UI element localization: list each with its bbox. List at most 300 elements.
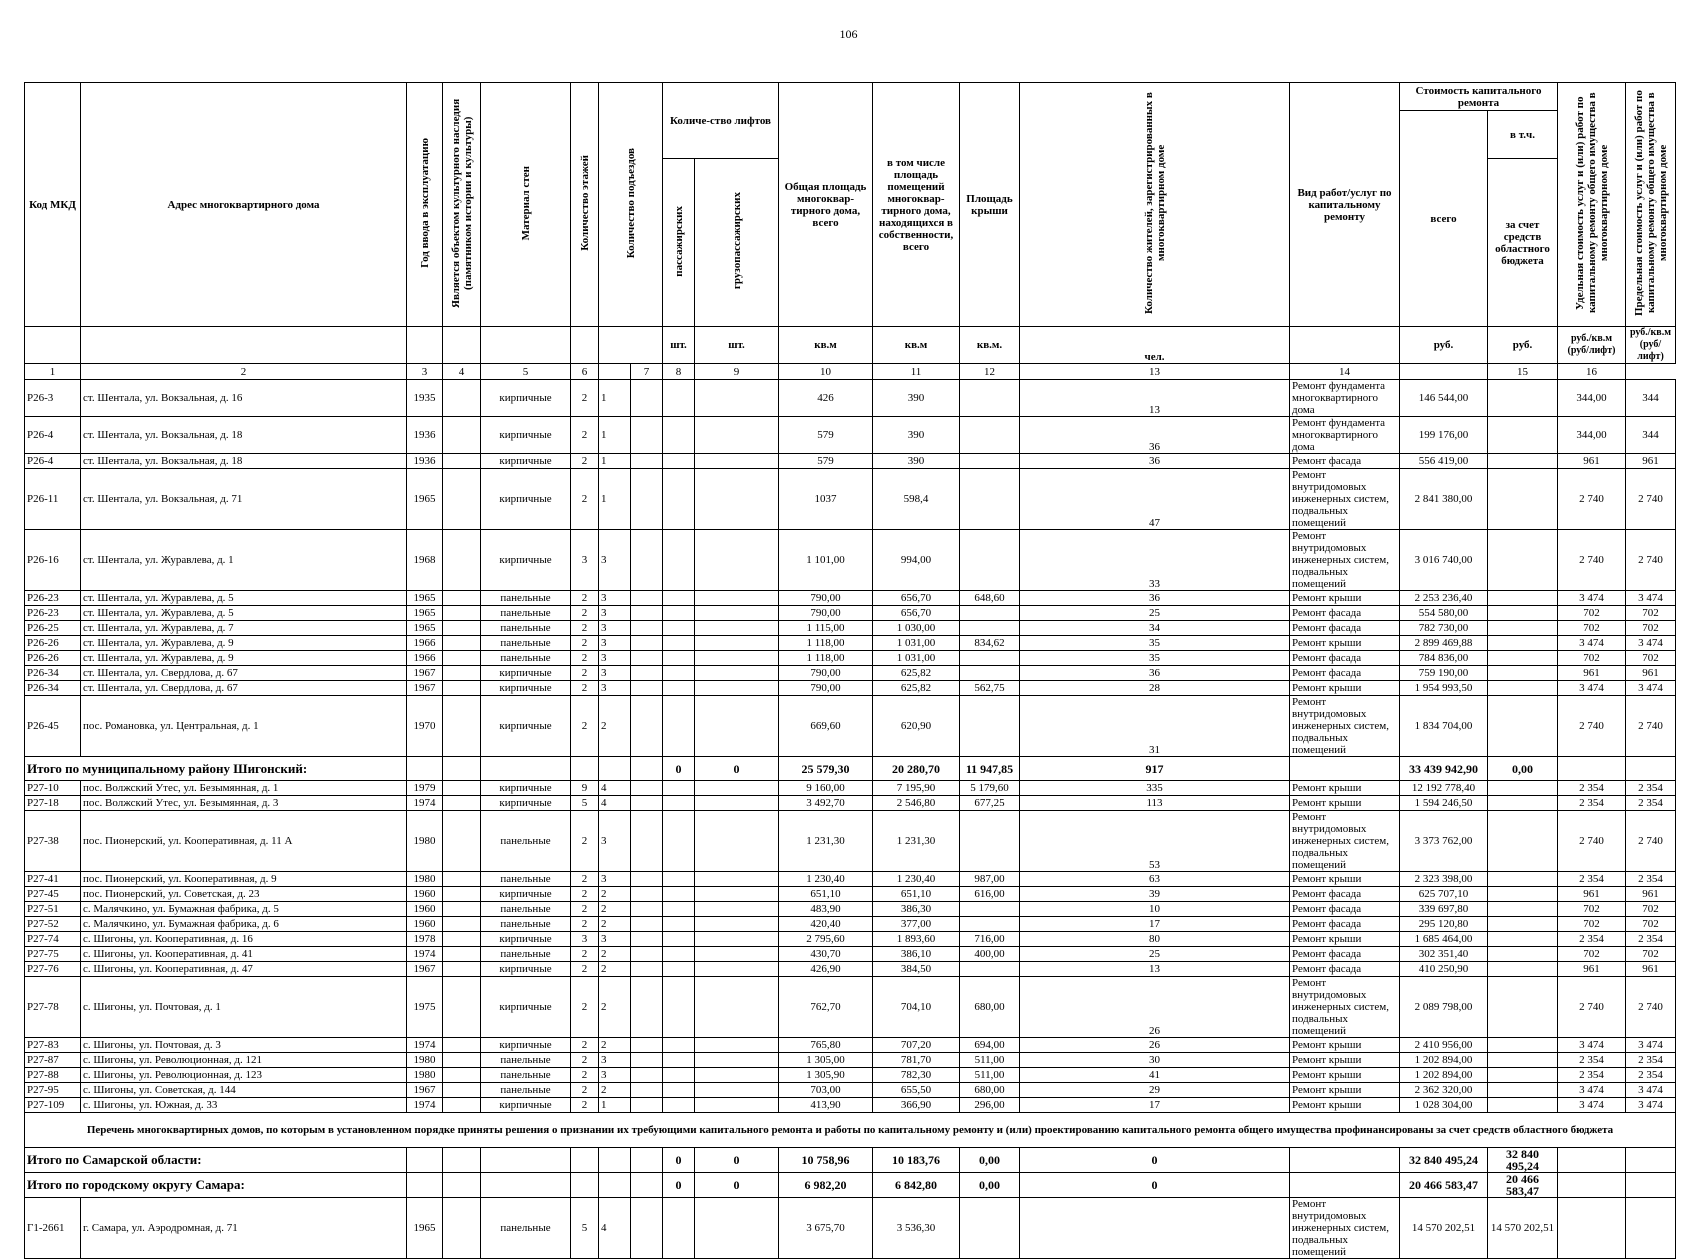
cell-roof-area: 648,60 <box>960 591 1020 606</box>
cell-work: Ремонт внутридомовых инженерных систем, подвальных помещений <box>1290 696 1400 757</box>
cell-entrances-blank <box>631 1053 663 1068</box>
cell-work: Ремонт фасада <box>1290 887 1400 902</box>
total-cost: 32 840 495,24 <box>1400 1148 1488 1173</box>
cell-year: 1980 <box>407 1068 443 1083</box>
cell-lifts-passenger <box>663 1098 695 1113</box>
cell-entrances: 2 <box>599 977 631 1038</box>
cell-year: 1966 <box>407 636 443 651</box>
cell-unit-cost: 2 354 <box>1558 1053 1626 1068</box>
cell-year: 1975 <box>407 977 443 1038</box>
cell-lifts-cargo <box>695 606 779 621</box>
total-lifts-cargo: 0 <box>695 1173 779 1198</box>
cell-total-area: 1 231,30 <box>779 811 873 872</box>
cell-material: кирпичные <box>481 469 571 530</box>
cell-lifts-cargo <box>695 696 779 757</box>
cell-entrances: 2 <box>599 696 631 757</box>
cell-entrances: 3 <box>599 606 631 621</box>
column-numbers-row <box>25 364 1676 380</box>
cell-owned-area: 390 <box>873 380 960 417</box>
cell-roof-area: 987,00 <box>960 872 1020 887</box>
cell-lifts-cargo <box>695 1098 779 1113</box>
total-unit <box>1558 1173 1626 1198</box>
cell-code: Р27-88 <box>25 1068 81 1083</box>
cell-heritage <box>443 380 481 417</box>
table-row <box>25 887 1676 902</box>
cell-roof-area: 680,00 <box>960 977 1020 1038</box>
cell-owned-area: 2 546,80 <box>873 796 960 811</box>
cell-entrances-blank <box>631 380 663 417</box>
cell-code: Г1-2661 <box>25 1198 81 1259</box>
header-code: Код МКД <box>25 83 81 327</box>
cell-residents: 80 <box>1020 932 1290 947</box>
cell-lifts-passenger <box>663 606 695 621</box>
cell-material: панельные <box>481 606 571 621</box>
cell-cost-total: 782 730,00 <box>1400 621 1488 636</box>
cell-total-area: 1 115,00 <box>779 621 873 636</box>
cell-cost-regional <box>1488 591 1558 606</box>
cell-total-area: 3 492,70 <box>779 796 873 811</box>
cell-heritage <box>443 1038 481 1053</box>
column-number: 8 <box>663 364 695 380</box>
column-number: 15 <box>1488 364 1558 380</box>
cell-cost-regional <box>1488 1068 1558 1083</box>
column-number: 13 <box>1020 364 1290 380</box>
header-lifts: Количе-ство лифтов <box>663 83 779 159</box>
column-number: 14 <box>1290 364 1400 380</box>
cell-code: Р27-38 <box>25 811 81 872</box>
cell-roof-area <box>960 811 1020 872</box>
total-regional: 32 840 495,24 <box>1488 1148 1558 1173</box>
header-total-area: Общая площадь многоквар-тирного дома, всего <box>779 83 873 327</box>
cell-roof-area: 511,00 <box>960 1053 1020 1068</box>
cell-heritage <box>443 917 481 932</box>
header-max-cost: Предельная стоимость услуг и (или) работ по капитальному ремонту общего имущества в многоквартирном доме <box>1632 90 1669 316</box>
cell-max-cost: 2 740 <box>1626 811 1676 872</box>
cell-address: ст. Шентала, ул. Вокзальная, д. 16 <box>81 380 407 417</box>
cell-cost-total: 2 899 469,88 <box>1400 636 1488 651</box>
cell-cost-total: 625 707,10 <box>1400 887 1488 902</box>
table-row <box>25 811 1676 872</box>
cell-max-cost: 961 <box>1626 962 1676 977</box>
total-regional: 20 466 583,47 <box>1488 1173 1558 1198</box>
cell-roof-area <box>960 902 1020 917</box>
cell-material: кирпичные <box>481 681 571 696</box>
cell-floors: 2 <box>571 666 599 681</box>
column-number: 3 <box>407 364 443 380</box>
cell-heritage <box>443 781 481 796</box>
cell-owned-area: 386,30 <box>873 902 960 917</box>
cell-year: 1936 <box>407 417 443 454</box>
column-number: 1 <box>25 364 81 380</box>
cell-lifts-passenger <box>663 681 695 696</box>
cell-entrances: 1 <box>599 454 631 469</box>
cell-entrances: 1 <box>599 417 631 454</box>
cell-lifts-passenger <box>663 796 695 811</box>
cell-cost-total: 1 202 894,00 <box>1400 1053 1488 1068</box>
cell-lifts-passenger <box>663 962 695 977</box>
cell-cost-regional <box>1488 1083 1558 1098</box>
cell-entrances-blank <box>631 1038 663 1053</box>
cell-address: с. Шигоны, ул. Кооперативная, д. 16 <box>81 932 407 947</box>
cell-code: Р27-83 <box>25 1038 81 1053</box>
cell-cost-total: 784 836,00 <box>1400 651 1488 666</box>
cell-cost-total: 14 570 202,51 <box>1400 1198 1488 1259</box>
cell-material: панельные <box>481 1198 571 1259</box>
cell-lifts-cargo <box>695 781 779 796</box>
cell-lifts-passenger <box>663 1083 695 1098</box>
cell-residents: 30 <box>1020 1053 1290 1068</box>
cell-year: 1965 <box>407 621 443 636</box>
cell-total-area: 790,00 <box>779 606 873 621</box>
cell-residents: 36 <box>1020 591 1290 606</box>
column-number: 11 <box>873 364 960 380</box>
header-heritage: Является объектом культурного наследия (памятником истории и культуры) <box>449 98 474 308</box>
cell-year: 1974 <box>407 1098 443 1113</box>
cell-heritage <box>443 1083 481 1098</box>
cell-entrances: 1 <box>599 469 631 530</box>
cell-lifts-passenger <box>663 977 695 1038</box>
cell-address: ст. Шентала, ул. Журавлева, д. 1 <box>81 530 407 591</box>
header-material: Материал стен <box>519 165 532 241</box>
cell-unit-cost: 2 354 <box>1558 781 1626 796</box>
table-row <box>25 902 1676 917</box>
cell-max-cost: 2 354 <box>1626 1053 1676 1068</box>
cell-roof-area: 680,00 <box>960 1083 1020 1098</box>
cell-entrances: 4 <box>599 781 631 796</box>
cell-lifts-passenger <box>663 530 695 591</box>
cell-year: 1960 <box>407 887 443 902</box>
cell-work: Ремонт крыши <box>1290 591 1400 606</box>
cell-code: Р26-26 <box>25 651 81 666</box>
section-note: Перечень многоквартирных домов, по которым в установленном порядке приняты решения о признании их требующими капитального ремонта и работы по капитальному ремонту и (или) проектированию капитального ремонта общего имущества профинансированы за счет средств областного бюджета <box>25 1113 1676 1148</box>
cell-total-area: 426,90 <box>779 962 873 977</box>
header-unit-cost: Удельная стоимость услуг и (или) работ по капитальному ремонту общего имущества в многоквартирном доме <box>1573 92 1610 314</box>
cell-cost-regional <box>1488 380 1558 417</box>
cell-entrances-blank <box>631 469 663 530</box>
cell-lifts-passenger <box>663 651 695 666</box>
cell-owned-area: 707,20 <box>873 1038 960 1053</box>
cell-floors: 2 <box>571 591 599 606</box>
cell-total-area: 1 101,00 <box>779 530 873 591</box>
total-empty <box>407 1173 443 1198</box>
cell-heritage <box>443 902 481 917</box>
table-row <box>25 1038 1676 1053</box>
cell-max-cost: 702 <box>1626 917 1676 932</box>
cell-address: ст. Шентала, ул. Журавлева, д. 5 <box>81 591 407 606</box>
cell-year: 1974 <box>407 947 443 962</box>
header-work: Вид работ/услуг по капитальному ремонту <box>1290 83 1400 327</box>
cell-year: 1980 <box>407 811 443 872</box>
total-area: 10 758,96 <box>779 1148 873 1173</box>
cell-max-cost: 2 740 <box>1626 977 1676 1038</box>
table-row <box>25 469 1676 530</box>
total-roof-area: 0,00 <box>960 1148 1020 1173</box>
cell-code: Р27-10 <box>25 781 81 796</box>
section-note-row <box>25 1113 1676 1148</box>
cell-entrances-blank <box>631 651 663 666</box>
total-empty <box>407 1148 443 1173</box>
cell-lifts-cargo <box>695 454 779 469</box>
cell-residents: 17 <box>1020 1098 1290 1113</box>
cell-unit-cost <box>1558 1198 1626 1259</box>
column-number: 9 <box>695 364 779 380</box>
cell-material: кирпичные <box>481 380 571 417</box>
cell-entrances-blank <box>631 591 663 606</box>
cell-year: 1968 <box>407 530 443 591</box>
cell-year: 1965 <box>407 1198 443 1259</box>
cell-entrances-blank <box>631 530 663 591</box>
cell-code: Р26-23 <box>25 591 81 606</box>
cell-owned-area: 7 195,90 <box>873 781 960 796</box>
cell-heritage <box>443 591 481 606</box>
cell-floors: 2 <box>571 811 599 872</box>
cell-residents: 39 <box>1020 887 1290 902</box>
cell-roof-area: 677,25 <box>960 796 1020 811</box>
cell-floors: 2 <box>571 1098 599 1113</box>
total-unit <box>1558 1148 1626 1173</box>
cell-entrances-blank <box>631 681 663 696</box>
cell-unit-cost: 2 740 <box>1558 977 1626 1038</box>
table-header <box>25 83 1676 380</box>
cell-year: 1965 <box>407 469 443 530</box>
cell-roof-area <box>960 530 1020 591</box>
cell-entrances: 3 <box>599 666 631 681</box>
cell-entrances: 3 <box>599 621 631 636</box>
cell-work: Ремонт крыши <box>1290 1068 1400 1083</box>
header-roof-area: Площадь крыши <box>960 83 1020 327</box>
cell-residents: 10 <box>1020 902 1290 917</box>
cell-cost-total: 339 697,80 <box>1400 902 1488 917</box>
cell-cost-total: 3 373 762,00 <box>1400 811 1488 872</box>
cell-unit-cost: 2 354 <box>1558 872 1626 887</box>
cell-cost-total: 410 250,90 <box>1400 962 1488 977</box>
cell-total-area: 1 305,00 <box>779 1053 873 1068</box>
cell-cost-regional <box>1488 962 1558 977</box>
cell-floors: 3 <box>571 932 599 947</box>
cell-lifts-passenger <box>663 1198 695 1259</box>
cell-cost-regional <box>1488 636 1558 651</box>
cell-cost-regional <box>1488 887 1558 902</box>
cell-lifts-passenger <box>663 1053 695 1068</box>
cell-entrances: 2 <box>599 962 631 977</box>
cell-floors: 2 <box>571 636 599 651</box>
cell-entrances-blank <box>631 962 663 977</box>
cell-address: пос. Волжский Утес, ул. Безымянная, д. 1 <box>81 781 407 796</box>
cell-cost-regional <box>1488 469 1558 530</box>
cell-heritage <box>443 887 481 902</box>
cell-address: пос. Романовка, ул. Центральная, д. 1 <box>81 696 407 757</box>
cell-cost-regional <box>1488 530 1558 591</box>
cell-roof-area <box>960 417 1020 454</box>
table-row <box>25 917 1676 932</box>
total-owned-area: 20 280,70 <box>873 757 960 781</box>
cell-lifts-cargo <box>695 530 779 591</box>
total-max <box>1626 1148 1676 1173</box>
cell-unit-cost: 3 474 <box>1558 1083 1626 1098</box>
cell-lifts-cargo <box>695 417 779 454</box>
total-empty <box>631 1148 663 1173</box>
table-row <box>25 872 1676 887</box>
cell-work: Ремонт крыши <box>1290 796 1400 811</box>
total-empty <box>631 757 663 781</box>
cell-lifts-passenger <box>663 932 695 947</box>
cell-floors: 9 <box>571 781 599 796</box>
cell-work: Ремонт фасада <box>1290 621 1400 636</box>
column-number: 12 <box>960 364 1020 380</box>
table-row <box>25 947 1676 962</box>
header-entrances: Количество подъездов <box>624 147 637 259</box>
cell-lifts-cargo <box>695 887 779 902</box>
cell-work: Ремонт внутридомовых инженерных систем, подвальных помещений <box>1290 977 1400 1038</box>
cell-address: ст. Шентала, ул. Журавлева, д. 5 <box>81 606 407 621</box>
cell-lifts-passenger <box>663 591 695 606</box>
cell-entrances: 3 <box>599 1053 631 1068</box>
cell-unit-cost: 961 <box>1558 962 1626 977</box>
cell-year: 1960 <box>407 917 443 932</box>
cell-total-area: 426 <box>779 380 873 417</box>
cell-year: 1974 <box>407 796 443 811</box>
cell-total-area: 765,80 <box>779 1038 873 1053</box>
column-number <box>1400 364 1488 380</box>
cell-floors: 2 <box>571 621 599 636</box>
cell-cost-regional <box>1488 1038 1558 1053</box>
cell-cost-regional <box>1488 454 1558 469</box>
cell-floors: 2 <box>571 380 599 417</box>
cell-cost-regional <box>1488 902 1558 917</box>
cell-material: панельные <box>481 591 571 606</box>
cell-address: г. Самара, ул. Аэродромная, д. 71 <box>81 1198 407 1259</box>
table-row <box>25 651 1676 666</box>
cell-total-area: 703,00 <box>779 1083 873 1098</box>
cell-cost-regional <box>1488 696 1558 757</box>
cell-address: ст. Шентала, ул. Журавлева, д. 9 <box>81 636 407 651</box>
cell-lifts-cargo <box>695 1198 779 1259</box>
cell-lifts-passenger <box>663 872 695 887</box>
cell-lifts-passenger <box>663 947 695 962</box>
cell-lifts-cargo <box>695 947 779 962</box>
cell-material: кирпичные <box>481 1038 571 1053</box>
cell-lifts-cargo <box>695 621 779 636</box>
cell-work: Ремонт фасада <box>1290 962 1400 977</box>
cell-heritage <box>443 417 481 454</box>
cell-material: панельные <box>481 1068 571 1083</box>
cell-address: с. Шигоны, ул. Советская, д. 144 <box>81 1083 407 1098</box>
cell-code: Р26-23 <box>25 606 81 621</box>
cell-work: Ремонт фасада <box>1290 947 1400 962</box>
cell-residents <box>1020 1198 1290 1259</box>
total-empty <box>443 1173 481 1198</box>
cell-entrances: 3 <box>599 530 631 591</box>
cell-address: с. Шигоны, ул. Революционная, д. 121 <box>81 1053 407 1068</box>
cell-floors: 2 <box>571 917 599 932</box>
cell-owned-area: 620,90 <box>873 696 960 757</box>
cell-total-area: 579 <box>779 417 873 454</box>
cell-address: ст. Шентала, ул. Журавлева, д. 7 <box>81 621 407 636</box>
cell-code: Р27-51 <box>25 902 81 917</box>
cell-roof-area <box>960 621 1020 636</box>
table-row <box>25 781 1676 796</box>
cell-cost-regional: 14 570 202,51 <box>1488 1198 1558 1259</box>
cell-cost-regional <box>1488 872 1558 887</box>
cell-owned-area: 656,70 <box>873 606 960 621</box>
cell-total-area: 651,10 <box>779 887 873 902</box>
cell-material: панельные <box>481 917 571 932</box>
cell-entrances: 2 <box>599 887 631 902</box>
cell-entrances: 2 <box>599 947 631 962</box>
cell-floors: 2 <box>571 887 599 902</box>
cell-work: Ремонт фундамента многоквартирного дома <box>1290 380 1400 417</box>
cell-floors: 5 <box>571 1198 599 1259</box>
cell-max-cost: 2 354 <box>1626 872 1676 887</box>
cell-heritage <box>443 621 481 636</box>
cell-floors: 2 <box>571 947 599 962</box>
cell-code: Р26-26 <box>25 636 81 651</box>
cell-heritage <box>443 454 481 469</box>
cell-roof-area <box>960 380 1020 417</box>
cell-entrances-blank <box>631 1098 663 1113</box>
cell-lifts-cargo <box>695 1083 779 1098</box>
cell-cost-regional <box>1488 811 1558 872</box>
cell-owned-area: 782,30 <box>873 1068 960 1083</box>
cell-address: с. Шигоны, ул. Кооперативная, д. 47 <box>81 962 407 977</box>
cell-lifts-passenger <box>663 902 695 917</box>
cell-entrances: 4 <box>599 1198 631 1259</box>
cell-code: Р27-95 <box>25 1083 81 1098</box>
cell-code: Р27-76 <box>25 962 81 977</box>
cell-heritage <box>443 1053 481 1068</box>
cell-address: с. Шигоны, ул. Почтовая, д. 3 <box>81 1038 407 1053</box>
table-row <box>25 636 1676 651</box>
cell-owned-area: 1 230,40 <box>873 872 960 887</box>
cell-entrances-blank <box>631 872 663 887</box>
cell-lifts-passenger <box>663 811 695 872</box>
cell-roof-area <box>960 962 1020 977</box>
cell-unit-cost: 2 740 <box>1558 530 1626 591</box>
table-row <box>25 417 1676 454</box>
cell-cost-total: 1 834 704,00 <box>1400 696 1488 757</box>
cell-year: 1935 <box>407 380 443 417</box>
cell-roof-area <box>960 469 1020 530</box>
cell-max-cost: 702 <box>1626 606 1676 621</box>
cell-year: 1980 <box>407 872 443 887</box>
total-owned-area: 10 183,76 <box>873 1148 960 1173</box>
cell-address: ст. Шентала, ул. Журавлева, д. 9 <box>81 651 407 666</box>
cell-material: панельные <box>481 621 571 636</box>
total-region-row <box>25 1148 1676 1173</box>
cell-unit-cost: 702 <box>1558 947 1626 962</box>
total-empty <box>599 757 631 781</box>
cell-residents: 33 <box>1020 530 1290 591</box>
cell-cost-regional <box>1488 606 1558 621</box>
cell-lifts-cargo <box>695 917 779 932</box>
cell-cost-total: 1 594 246,50 <box>1400 796 1488 811</box>
total-work <box>1290 757 1400 781</box>
cell-entrances: 3 <box>599 811 631 872</box>
cell-code: Р26-45 <box>25 696 81 757</box>
cell-work: Ремонт фасада <box>1290 454 1400 469</box>
cell-roof-area: 716,00 <box>960 932 1020 947</box>
cell-cost-regional <box>1488 1053 1558 1068</box>
cell-max-cost: 344 <box>1626 417 1676 454</box>
column-number: 10 <box>779 364 873 380</box>
cell-roof-area: 511,00 <box>960 1068 1020 1083</box>
cell-max-cost: 2 354 <box>1626 781 1676 796</box>
cell-total-area: 9 160,00 <box>779 781 873 796</box>
cell-owned-area: 1 031,00 <box>873 636 960 651</box>
cell-roof-area <box>960 917 1020 932</box>
cell-cost-total: 2 253 236,40 <box>1400 591 1488 606</box>
cell-lifts-cargo <box>695 902 779 917</box>
